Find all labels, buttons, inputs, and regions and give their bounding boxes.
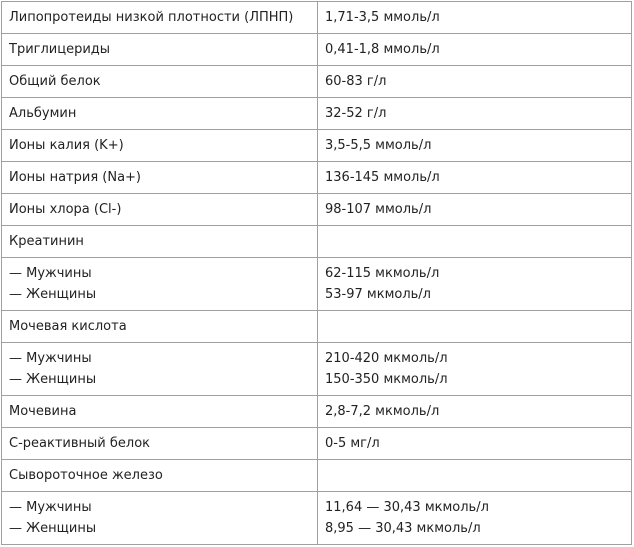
parameter-name: Альбумин [9,105,77,121]
value-cell [318,2,632,34]
parameter-sublabel-women: — Женщины [9,521,97,536]
parameter-name: Мочевина [9,403,77,419]
table-row-c-reactive-protein [2,428,632,460]
parameter-sublabel-men: — Мужчины [9,499,92,515]
value-cell [318,34,632,66]
table-row-chloride [2,194,632,226]
table-body [2,2,632,545]
table-row-uric-acid [2,311,632,343]
table-row-potassium [2,130,632,162]
parameter-name: Ионы натрия (Na+) [9,169,141,185]
parameter-cell [2,460,318,492]
table-row-albumin [2,98,632,130]
parameter-cell [2,2,318,34]
table-row-sodium [2,162,632,194]
parameter-cell [2,311,318,343]
table-row-creatinine-by-sex [2,258,632,311]
table-row-total-protein [2,66,632,98]
value-cell [318,492,632,545]
value-cell [318,428,632,460]
parameter-cell [2,492,318,545]
parameter-cell [2,130,318,162]
parameter-sublabel-men: — Мужчины [9,265,92,281]
table-row-serum-iron-by-sex [2,492,632,545]
reference-value-men: 62-115 мкмоль/л [325,265,440,281]
value-cell [318,460,632,492]
parameter-name: Сывороточное железо [9,467,163,483]
reference-value: 60-83 г/л [325,73,387,89]
value-cell [318,258,632,311]
parameter-name: Креатинин [9,233,84,249]
value-cell [318,226,632,258]
parameter-cell [2,98,318,130]
reference-value-men: 210-420 мкмоль/л [325,350,448,366]
parameter-cell [2,428,318,460]
table-row-uric-acid-by-sex [2,343,632,396]
parameter-cell [2,34,318,66]
table-row-creatinine [2,226,632,258]
value-cell [318,162,632,194]
parameter-name: Общий белок [9,73,101,89]
parameter-cell [2,343,318,396]
parameter-cell [2,226,318,258]
parameter-sublabel-women: — Женщины [9,287,97,302]
reference-value: 0,41-1,8 ммоль/л [325,41,440,57]
value-cell [318,66,632,98]
reference-value-women: 8,95 — 30,43 мкмоль/л [325,521,481,536]
parameter-cell [2,258,318,311]
value-cell [318,130,632,162]
value-cell [318,396,632,428]
parameter-name: Липопротеиды низкой плотности (ЛПНП) [9,9,294,25]
parameter-cell [2,162,318,194]
reference-value: 2,8-7,2 мкмоль/л [325,403,440,419]
parameter-sublabel-women: — Женщины [9,372,97,387]
value-cell [318,311,632,343]
parameter-name: Триглицериды [9,41,111,57]
reference-value: 1,71-3,5 ммоль/л [325,9,440,25]
parameter-cell [2,396,318,428]
value-cell [318,98,632,130]
table-row-triglycerides [2,34,632,66]
reference-value: 32-52 г/л [325,105,387,121]
reference-values-table [1,1,632,545]
table-row-serum-iron [2,460,632,492]
reference-value-men: 11,64 — 30,43 мкмоль/л [325,499,489,515]
value-cell [318,194,632,226]
reference-value-women: 53-97 мкмоль/л [325,287,431,302]
reference-value: 98-107 ммоль/л [325,201,432,217]
parameter-cell [2,194,318,226]
reference-value: 3,5-5,5 ммоль/л [325,137,432,153]
parameter-cell [2,66,318,98]
parameter-name: Ионы хлора (Cl-) [9,201,122,217]
parameter-name: Ионы калия (K+) [9,137,124,153]
reference-value: 0-5 мг/л [325,435,380,451]
table-row-ldl [2,2,632,34]
parameter-sublabel-men: — Мужчины [9,350,92,366]
parameter-name: Мочевая кислота [9,318,127,334]
parameter-name: С-реактивный белок [9,435,150,451]
table-row-urea [2,396,632,428]
reference-value: 136-145 ммоль/л [325,169,440,185]
value-cell [318,343,632,396]
reference-value-women: 150-350 мкмоль/л [325,372,448,387]
